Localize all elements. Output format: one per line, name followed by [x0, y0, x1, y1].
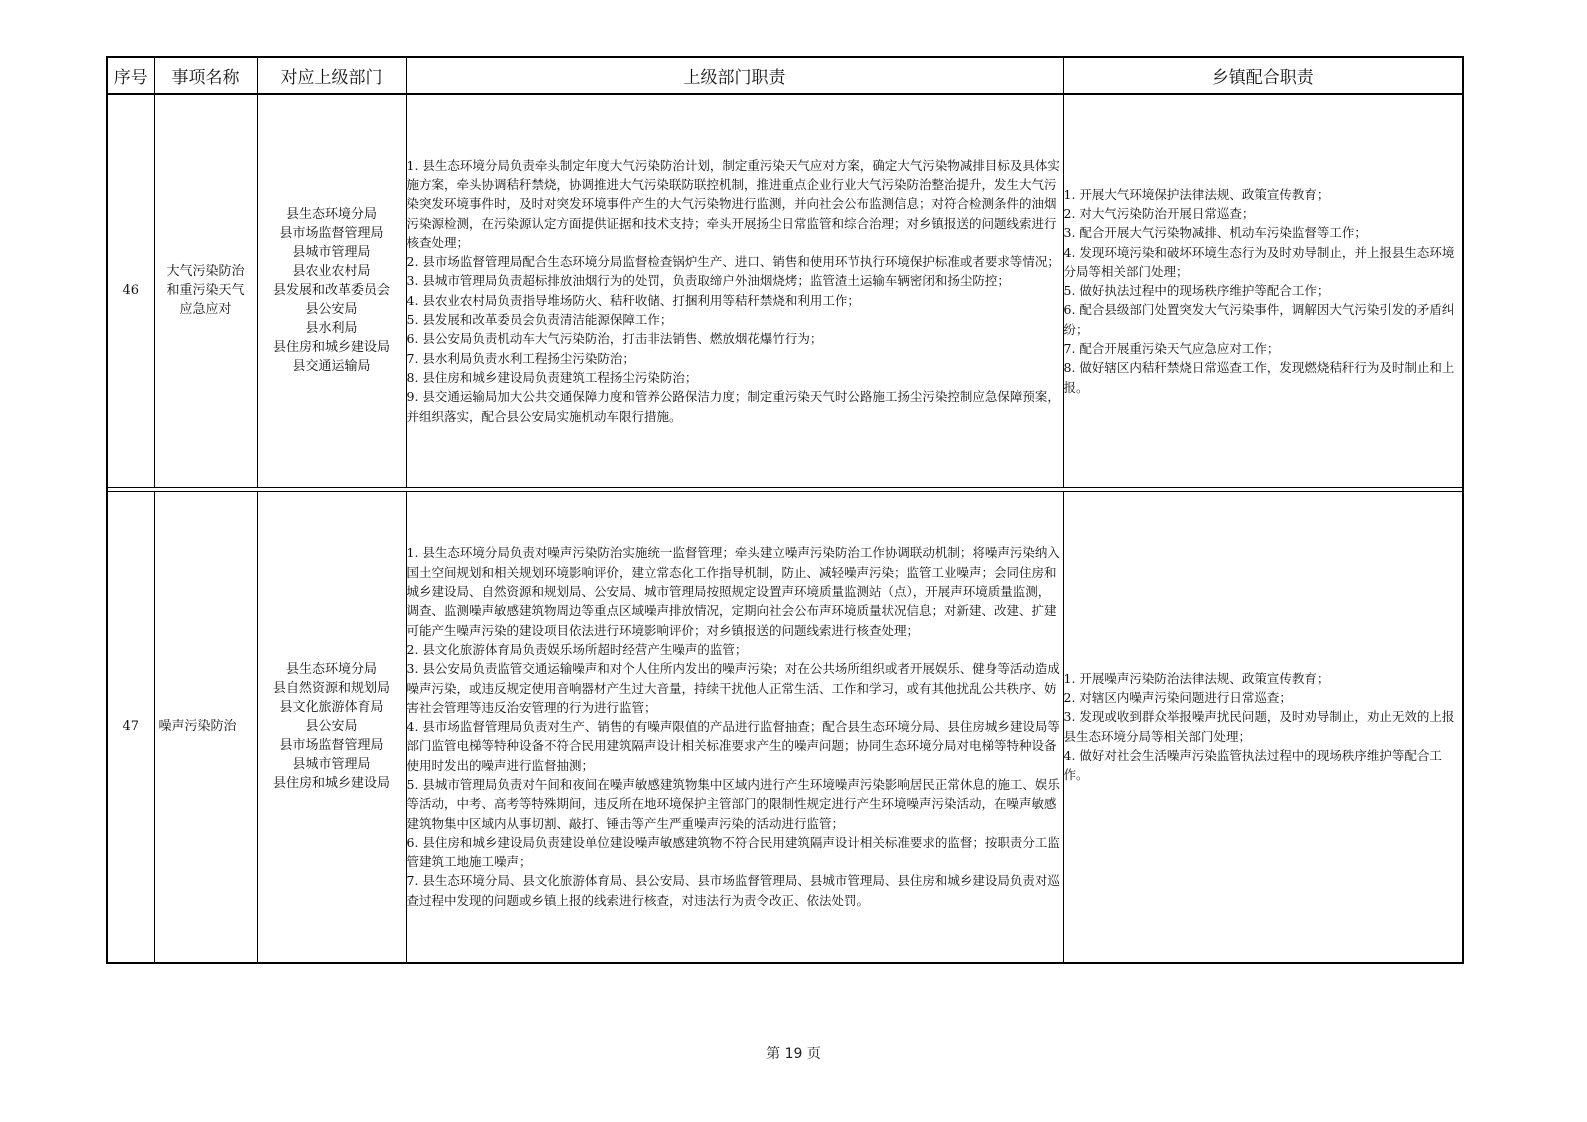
department-name: 县公安局 [305, 302, 358, 318]
department-name: 县公安局 [305, 719, 358, 735]
department-name: 县城市管理局 [292, 757, 371, 773]
cooperation-item: 5. 做好执法过程中的现场秩序维护等配合工作； [1063, 283, 1330, 299]
cooperation-item: 3. 配合开展大气污染物减排、机动车污染监督等工作； [1063, 225, 1367, 241]
duty-item: 9. 县交通运输局加大公共交通保障力度和管养公路保洁力度；制定重污染天气时公路施工扬尘污染控制应急保障预案，并组织落实，配合县公安局实施机动车限行措施。 [406, 389, 1060, 424]
header-serial-number: 序号 [107, 57, 154, 94]
cooperation-item: 6. 配合县级部门处置突发大气污染事件，调解因大气污染引发的矛盾纠纷； [1063, 302, 1455, 337]
item-name-line: 和重污染天气 [166, 283, 245, 299]
department-name: 县住房和城乡建设局 [272, 340, 390, 356]
table-row [107, 491, 1463, 963]
duty-item: 3. 县公安局负责监管交通运输噪声和对个人住所内发出的噪声污染；对在公共场所组织或者开展娱乐、健身等活动造成噪声污染，或违反规定使用音响器材产生过大音量，持续干扰他人正常生活、工作和学习，或有其他扰乱公共秩序、妨害社会管理等违反治安管理的行为进行监管； [406, 661, 1060, 715]
department-name: 县农业农村局 [292, 264, 371, 280]
cooperation-item: 3. 发现或收到群众举报噪声扰民问题，及时劝导制止，劝止无效的上报县生态环境分局等相关部门处理； [1063, 709, 1455, 744]
page-number: 第 19 页 [766, 1046, 821, 1062]
department-name: 县水利局 [305, 321, 358, 337]
duty-item: 8. 县住房和城乡建设局负责建筑工程扬尘污染防治； [406, 369, 698, 385]
duty-item: 4. 县农业农村局负责指导堆场防火、秸秆收储、打捆利用等秸秆禁烧和利用工作； [406, 292, 860, 308]
department-name: 县自然资源和规划局 [272, 681, 390, 697]
row-item-name [154, 94, 257, 487]
header-item-name: 事项名称 [154, 57, 257, 94]
row-superior-duties [406, 491, 1063, 963]
duty-item: 2. 县文化旅游体育局负责娱乐场所超时经营产生噪声的监管； [406, 641, 748, 657]
item-name-line: 噪声污染防治 [158, 719, 237, 735]
table-row [107, 94, 1463, 487]
cooperation-item: 7. 配合开展重污染天气应急应对工作； [1063, 340, 1280, 356]
department-name: 县城市管理局 [292, 245, 371, 261]
department-name: 县交通运输局 [292, 359, 371, 375]
department-name: 县生态环境分局 [285, 662, 377, 678]
department-name: 县住房和城乡建设局 [272, 776, 390, 792]
cooperation-item: 2. 对辖区内噪声污染问题进行日常巡查； [1063, 690, 1292, 706]
cooperation-item: 4. 发现环境污染和破坏环境生态行为及时劝导制止，并上报县生态环境分局等相关部门处理； [1063, 244, 1455, 279]
row-serial-number: 46 [107, 94, 154, 487]
department-name: 县生态环境分局 [285, 207, 377, 223]
duty-item: 7. 县水利局负责水利工程扬尘污染防治； [406, 350, 635, 366]
duty-item: 5. 县发展和改革委员会负责清洁能源保障工作； [406, 312, 673, 328]
duty-item: 1. 县生态环境分局负责牵头制定年度大气污染防治计划，制定重污染天气应对方案，确定大气污染物减排目标及具体实施方案，牵头协调秸秆禁烧，协调推进大气污染联防联控机制，推进重点企业行业大气污染防治整治提升，发生大气污染突发环境事件时，及时对突发环境事件产生的大气污染物进行监测，并向社会公布监测信息；对符合检测条件的油烟污染源检测，在污染源认定方面提供证据和技术支持；牵头开展扬尘日常监管和综合治理；对乡镇报送的问题线索进行核查处理； [406, 157, 1060, 250]
header-superior-department: 对应上级部门 [257, 57, 406, 94]
duty-table [106, 56, 1464, 964]
cooperation-item: 1. 开展大气环境保护法律法规、政策宣传教育； [1063, 186, 1330, 202]
row-department-list [257, 94, 406, 487]
table-header-row [107, 57, 1463, 94]
row-township-cooperation [1063, 94, 1463, 487]
duty-item: 7. 县生态环境分局、县文化旅游体育局、县公安局、县市场监督管理局、县城市管理局、县住房和城乡建设局负责对巡查过程中发现的问题或乡镇上报的线索进行核查，对违法行为责令改正、依法处罚。 [406, 873, 1060, 908]
row-department-list [257, 491, 406, 963]
department-name: 县市场监督管理局 [279, 226, 384, 242]
item-name-line: 大气污染防治 [166, 264, 245, 280]
department-name: 县发展和改革委员会 [272, 283, 390, 299]
duty-item: 2. 县市场监督管理局配合生态环境分局监督检查锅炉生产、进口、销售和使用环节执行环境保护标准或者要求等情况； [406, 254, 1060, 270]
cooperation-item: 4. 做好对社会生活噪声污染监管执法过程中的现场秩序维护等配合工作。 [1063, 748, 1442, 783]
header-township-cooperation: 乡镇配合职责 [1063, 57, 1463, 94]
cooperation-item: 1. 开展噪声污染防治法律法规、政策宣传教育； [1063, 670, 1330, 686]
duty-item: 6. 县住房和城乡建设局负责建设单位建设噪声敏感建筑物不符合民用建筑隔声设计相关标准要求的监督；按职责分工监管建筑工地施工噪声； [406, 834, 1060, 870]
item-name-line: 应急应对 [179, 302, 232, 318]
department-name: 县市场监督管理局 [279, 738, 384, 754]
row-superior-duties [406, 94, 1063, 487]
cooperation-item: 2. 对大气污染防治开展日常巡查； [1063, 205, 1255, 221]
header-superior-duties: 上级部门职责 [406, 57, 1063, 94]
duty-item: 3. 县城市管理局负责超标排放油烟行为的处罚，负责取缔户外油烟烧烤；监管渣土运输车辆密闭和扬尘防控； [406, 273, 1010, 289]
row-township-cooperation [1063, 491, 1463, 963]
row-serial-number: 47 [107, 491, 154, 963]
duty-item: 4. 县市场监督管理局负责对生产、销售的有噪声限值的产品进行监督抽查；配合县生态环境分局、县住房城乡建设局等部门监管电梯等特种设备不符合民用建筑隔声设计相关标准要求产生的噪声问题；协同生态环境分局对电梯等特种设备使用时发出的噪声进行监督抽测； [406, 719, 1060, 773]
duty-item: 1. 县生态环境分局负责对噪声污染防治实施统一监督管理；牵头建立噪声污染防治工作协调联动机制；将噪声污染纳入国土空间规划和相关规划环境影响评价，建立常态化工作指导机制，防止、减轻噪声污染；监管工业噪声；会同住房和城乡建设局、自然资源和规划局、公安局、城市管理局按照规定设置声环境质量监测站（点），开展声环境质量监测，调查、监测噪声敏感建筑物周边等重点区域噪声排放情况，定期向社会公布声环境质量状况信息；对新建、改建、扩建可能产生噪声污染的建设项目依法进行环境影响评价；对乡镇报送的问题线索进行核查处理； [406, 545, 1060, 638]
duty-item: 5. 县城市管理局负责对午间和夜间在噪声敏感建筑物集中区域内进行产生环境噪声污染影响居民正常休息的施工、娱乐等活动，中考、高考等特殊期间，违反所在地环境保护主管部门的限制性规定进行产生环境噪声污染活动，在噪声敏感建筑物集中区域内从事切割、敲打、锤击等产生严重噪声污染的活动进行监管； [406, 776, 1060, 831]
duty-item: 6. 县公安局负责机动车大气污染防治，打击非法销售、燃放烟花爆竹行为； [406, 331, 823, 347]
row-item-name [154, 491, 257, 963]
cooperation-item: 8. 做好辖区内秸秆禁烧日常巡查工作，发现燃烧秸秆行为及时制止和上报。 [1063, 360, 1455, 395]
department-name: 县文化旅游体育局 [279, 700, 384, 716]
